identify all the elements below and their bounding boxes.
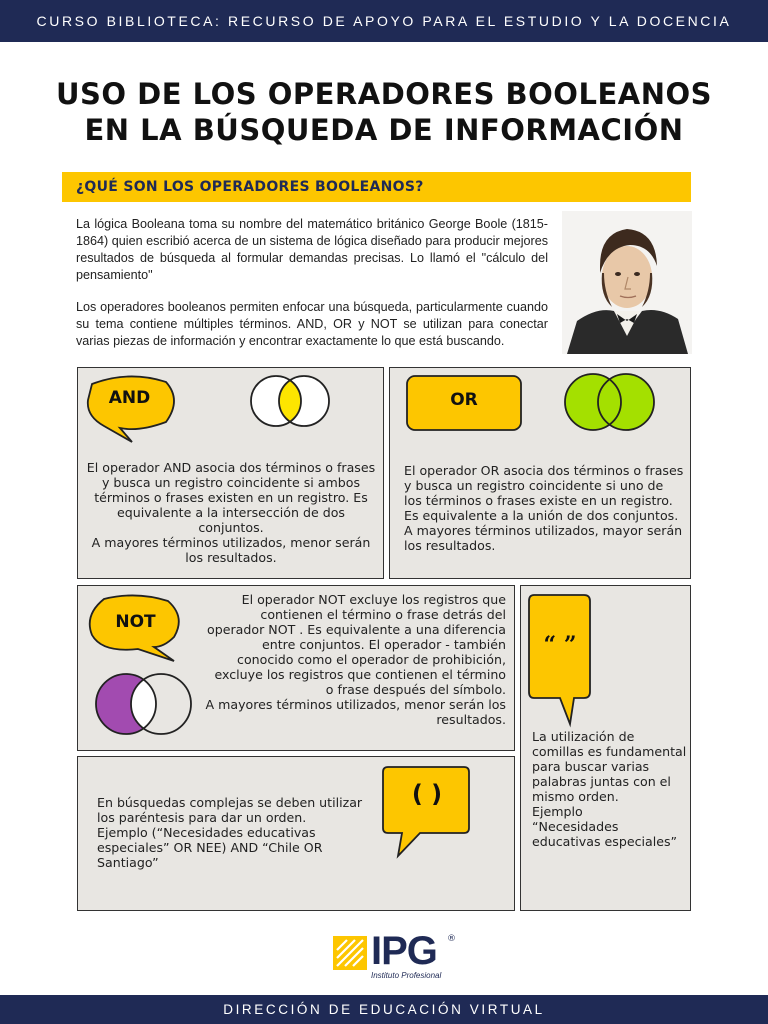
quotes-example: “Necesidades educativas especiales” (532, 819, 678, 849)
logo-name: IPG (371, 929, 437, 973)
not-label: NOT (115, 612, 156, 632)
and-description (86, 460, 376, 565)
title-line-1: USO DE LOS OPERADORES BOOLEANOS (55, 77, 713, 111)
paren-label: ( ) (411, 780, 443, 808)
quotes-example-label: Ejemplo (532, 804, 583, 819)
venn-diagram-icon (246, 372, 336, 430)
section-heading (62, 172, 691, 202)
intro-paragraph-2: Los operadores booleanos permiten enfocar una búsqueda, particularmente cuando su tema contiene múltiples términos. AND, OR y NOT se utilizan para conectar varias piezas de información y encontrar exactamente lo que está buscando. (76, 300, 548, 348)
bottom-banner-text: DIRECCIÓN DE EDUCACIÓN VIRTUAL (223, 1002, 545, 1017)
top-banner (0, 0, 768, 42)
speech-bubble-icon (526, 592, 594, 728)
quotes-description (532, 729, 687, 849)
venn-diagram-icon (560, 371, 660, 433)
and-text-2: A mayores términos utilizados, menor serán los resultados. (91, 535, 371, 565)
logo-registered: ® (447, 934, 456, 944)
portrait-image (562, 211, 692, 354)
quotes-label: “ ” (543, 632, 577, 658)
title-line-2: EN LA BÚSQUEDA DE INFORMACIÓN (84, 113, 684, 147)
not-description (204, 592, 506, 727)
or-label: OR (450, 390, 478, 410)
intro-paragraph-1: La lógica Booleana toma su nombre del matemático británico George Boole (1815-1864) quien escribió acerca de un sistema de lógica diseñado para producir mejores resultados de búsqueda al formular demandas precisas. Lo llamó el "cálculo del pensamiento" (76, 217, 548, 282)
paren-description (97, 795, 372, 870)
or-description (404, 463, 684, 553)
logo-mark-icon (333, 936, 367, 970)
or-text-1: El operador OR asocia dos términos o frases y busca un registro coincidente si uno de los términos o frases existe en un registro. Es equivalente a la unión de dos conjuntos. (404, 463, 684, 523)
speech-bubble-icon (380, 764, 472, 860)
speech-bubble-icon (84, 372, 194, 444)
ipg-logo (333, 929, 459, 984)
logo-subtitle: Instituto Profesional (371, 971, 442, 980)
not-text-1: El operador NOT excluye los registros que contienen el término o frase detrás del operador NOT . Es equivalente a una diferencia entre conjuntos. El operador - también conocido como el operador de prohibición, excluye los registros que contienen el término o frase después del símbolo. (207, 592, 506, 697)
venn-diagram-icon (90, 670, 202, 738)
or-text-2: A mayores términos utilizados, mayor serán los resultados. (404, 523, 683, 553)
bottom-banner (0, 995, 768, 1024)
page-title (0, 76, 768, 148)
not-text-2: A mayores términos utilizados, menor serán los resultados. (205, 697, 506, 727)
paren-example: Ejemplo (“Necesidades educativas especiales” OR NEE) AND “Chile OR Santiago” (97, 825, 323, 870)
section-heading-text: ¿QUÉ SON LOS OPERADORES BOOLEANOS? (76, 179, 424, 195)
top-banner-text: CURSO BIBLIOTECA: RECURSO DE APOYO PARA EL ESTUDIO Y LA DOCENCIA (36, 13, 732, 29)
quotes-text: La utilización de comillas es fundamental para buscar varias palabras juntas con el mismo orden. (532, 729, 687, 804)
paren-text: En búsquedas complejas se deben utilizar los paréntesis para dar un orden. (97, 795, 363, 825)
and-label: AND (108, 388, 151, 408)
and-text-1: El operador AND asocia dos términos o frases y busca un registro coincidente si ambos términos o frases existen en un registro. Es equivalente a la intersección de dos conjuntos. (86, 460, 376, 535)
